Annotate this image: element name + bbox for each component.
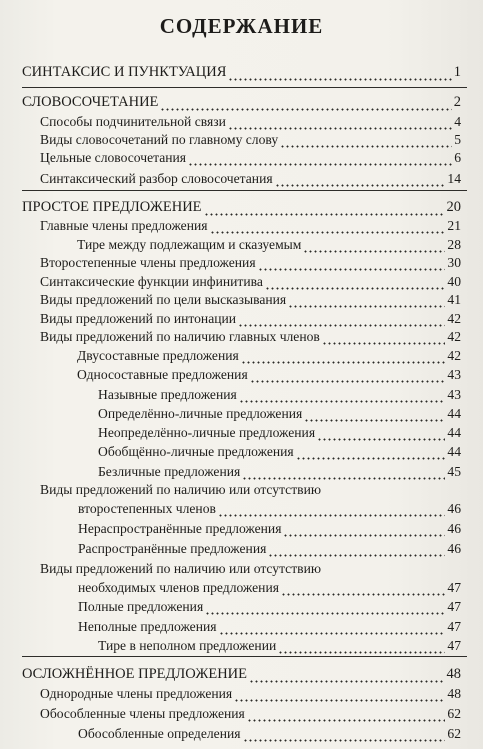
toc-entry[interactable]: [40, 113, 461, 130]
section-divider: [22, 87, 467, 88]
toc-entry[interactable]: [98, 463, 461, 480]
dot-leader: [304, 409, 445, 422]
dot-leader: [275, 174, 446, 187]
toc-entry-title: Безличные предложения: [98, 464, 241, 479]
toc-page-number: 42: [447, 348, 461, 363]
toc-entry-title: Синтаксические функции инфинитива: [40, 274, 263, 289]
toc-section-entry[interactable]: [22, 64, 461, 81]
toc-page-number: 20: [446, 199, 461, 215]
toc-page-number: 46: [447, 521, 461, 536]
toc-entry-title: СЛОВОСОЧЕТАНИЕ: [22, 94, 159, 110]
toc-page-number: 47: [447, 599, 461, 614]
toc-page-number: 62: [447, 726, 461, 741]
dot-leader: [258, 258, 446, 271]
toc-entry-title: Обобщённо-личные предложения: [98, 444, 294, 459]
dot-leader: [303, 240, 445, 253]
toc-entry-title: Виды предложений по интонации: [40, 311, 237, 326]
toc-entry-title: Виды предложений по наличию главных членов: [40, 329, 320, 344]
toc-entry[interactable]: [77, 366, 461, 383]
section-divider: [22, 190, 467, 191]
toc-page-number: 14: [447, 171, 461, 186]
toc-page-number: 47: [447, 638, 461, 653]
toc-entry-title: Односоставные предложения: [77, 367, 248, 382]
toc-page-number: 40: [447, 274, 461, 289]
dot-leader: [238, 314, 445, 327]
dot-leader: [210, 221, 446, 234]
toc-entry-title: Синтаксический разбор словосочетания: [40, 171, 273, 186]
toc-entry[interactable]: [78, 598, 461, 615]
dot-leader: [317, 428, 445, 441]
toc-entry[interactable]: [98, 443, 461, 460]
dot-leader: [219, 622, 446, 635]
toc-page-number: 6: [454, 150, 461, 165]
toc-entry-title: Главные члены предложения: [40, 218, 208, 233]
toc-page-number: 21: [447, 218, 461, 233]
toc-entry[interactable]: [78, 540, 461, 557]
toc-entry[interactable]: [78, 500, 461, 517]
toc-page-number: 48: [446, 666, 461, 682]
toc-entry-title: СИНТАКСИС И ПУНКТУАЦИЯ: [22, 64, 227, 80]
dot-leader: [250, 370, 446, 383]
dot-leader: [239, 390, 446, 403]
toc-page-number: 43: [447, 387, 461, 402]
toc-entry[interactable]: [98, 424, 461, 441]
toc-page-number: 48: [447, 686, 461, 701]
toc-entry[interactable]: [40, 328, 461, 345]
dot-leader: [265, 277, 445, 290]
toc-entry-title: Способы подчинительной связи: [40, 114, 226, 129]
toc-entry-title: Распространённые предложения: [78, 541, 267, 556]
dot-leader: [322, 332, 446, 345]
toc-entry-title: Неопределённо-личные предложения: [98, 425, 316, 440]
toc-page-number: 2: [453, 94, 461, 110]
toc-page-number: 42: [447, 329, 461, 344]
toc-entry-title: Неполные предложения: [78, 619, 217, 634]
toc-entry[interactable]: [40, 310, 461, 327]
toc-entry-title: Определённо-личные предложения: [98, 406, 303, 421]
dot-leader: [228, 117, 452, 130]
toc-page-number: 43: [447, 367, 461, 382]
dot-leader: [242, 467, 445, 480]
toc-entry[interactable]: [78, 520, 461, 537]
toc-section-entry[interactable]: [22, 94, 461, 111]
toc-entry[interactable]: [98, 386, 461, 403]
toc-entry[interactable]: [40, 170, 461, 187]
toc-entry[interactable]: [78, 579, 461, 596]
dot-leader: [160, 98, 451, 111]
toc-entry-title: Цельные словосочетания: [40, 150, 187, 165]
dot-leader: [278, 641, 445, 654]
page-title: СОДЕРЖАНИЕ: [159, 14, 324, 38]
dot-leader: [288, 295, 445, 308]
toc-entry[interactable]: [98, 405, 461, 422]
toc-entry[interactable]: [40, 291, 461, 308]
toc-entry-title: Назывные предложения: [98, 387, 237, 402]
toc-page-number: 1: [453, 64, 461, 80]
toc-entry-title: Нераспространённые предложения: [78, 521, 282, 536]
toc-entry-title: Однородные члены предложения: [40, 686, 233, 701]
dot-leader: [280, 135, 452, 148]
toc-page-number: 47: [447, 619, 461, 634]
toc-page-number: 44: [447, 444, 461, 459]
toc-page-number: 42: [447, 311, 461, 326]
dot-leader: [234, 689, 445, 702]
dot-leader: [205, 602, 445, 615]
dot-leader: [268, 544, 445, 557]
dot-leader: [243, 729, 446, 742]
toc-entry[interactable]: [40, 705, 461, 722]
toc-entry-title: необходимых членов предложения: [78, 580, 279, 595]
toc-entry[interactable]: [78, 618, 461, 635]
toc-entry-title: Обособленные члены предложения: [40, 706, 245, 721]
toc-page-number: 4: [454, 114, 461, 129]
toc-page-number: 45: [447, 464, 461, 479]
toc-page-number: 30: [447, 255, 461, 270]
dot-leader: [188, 153, 452, 166]
toc-entry[interactable]: [40, 685, 461, 702]
toc-entry-heading: Виды предложений по наличию или отсутствию: [40, 482, 322, 497]
toc-page-number: 5: [454, 132, 461, 147]
toc-page-number: 28: [447, 237, 461, 252]
toc-entry-title: Обособленные определения: [78, 726, 241, 741]
dot-leader: [247, 709, 446, 722]
toc-entry-title: Второстепенные члены предложения: [40, 255, 256, 270]
toc-page-number: 46: [447, 501, 461, 516]
toc-entry[interactable]: [40, 254, 461, 271]
dot-leader: [218, 504, 445, 517]
dot-leader: [249, 670, 445, 683]
dot-leader: [281, 583, 445, 596]
toc-section-entry[interactable]: [22, 666, 461, 683]
toc-page-number: 46: [447, 541, 461, 556]
toc-entry[interactable]: [40, 149, 461, 166]
toc-entry-title: ПРОСТОЕ ПРЕДЛОЖЕНИЕ: [22, 199, 202, 215]
dot-leader: [204, 203, 445, 216]
toc-entry[interactable]: [40, 131, 461, 148]
toc-entry-title: Двусоставные предложения: [77, 348, 239, 363]
toc-section-entry[interactable]: [22, 199, 461, 216]
toc-page-number: 62: [447, 706, 461, 721]
toc-entry-title: Тире между подлежащим и сказуемым: [77, 237, 302, 252]
toc-entry[interactable]: [77, 236, 461, 253]
toc-page-number: 44: [447, 425, 461, 440]
toc-entry-heading: Виды предложений по наличию или отсутствию: [40, 561, 322, 576]
toc-entry[interactable]: [77, 347, 461, 364]
toc-entry-title: Полные предложения: [78, 599, 204, 614]
toc-entry-title: второстепенных членов: [78, 501, 216, 516]
toc-entry-title: Виды словосочетаний по главному слову: [40, 132, 279, 147]
toc-entry-title: Виды предложений по цели высказывания: [40, 292, 287, 307]
toc-entry-title: Тире в неполном предложении: [98, 638, 277, 653]
toc-entry[interactable]: [78, 725, 461, 742]
toc-entry-title: ОСЛОЖНЁННОЕ ПРЕДЛОЖЕНИЕ: [22, 666, 247, 682]
toc-page-number: 47: [447, 580, 461, 595]
dot-leader: [296, 447, 446, 460]
dot-leader: [283, 524, 445, 537]
toc-entry[interactable]: [98, 637, 461, 654]
toc-page-number: 41: [447, 292, 461, 307]
toc-entry[interactable]: [40, 273, 461, 290]
section-divider: [22, 656, 467, 657]
dot-leader: [228, 68, 451, 81]
dot-leader: [241, 351, 446, 364]
toc-page-number: 44: [447, 406, 461, 421]
toc-entry[interactable]: [40, 217, 461, 234]
